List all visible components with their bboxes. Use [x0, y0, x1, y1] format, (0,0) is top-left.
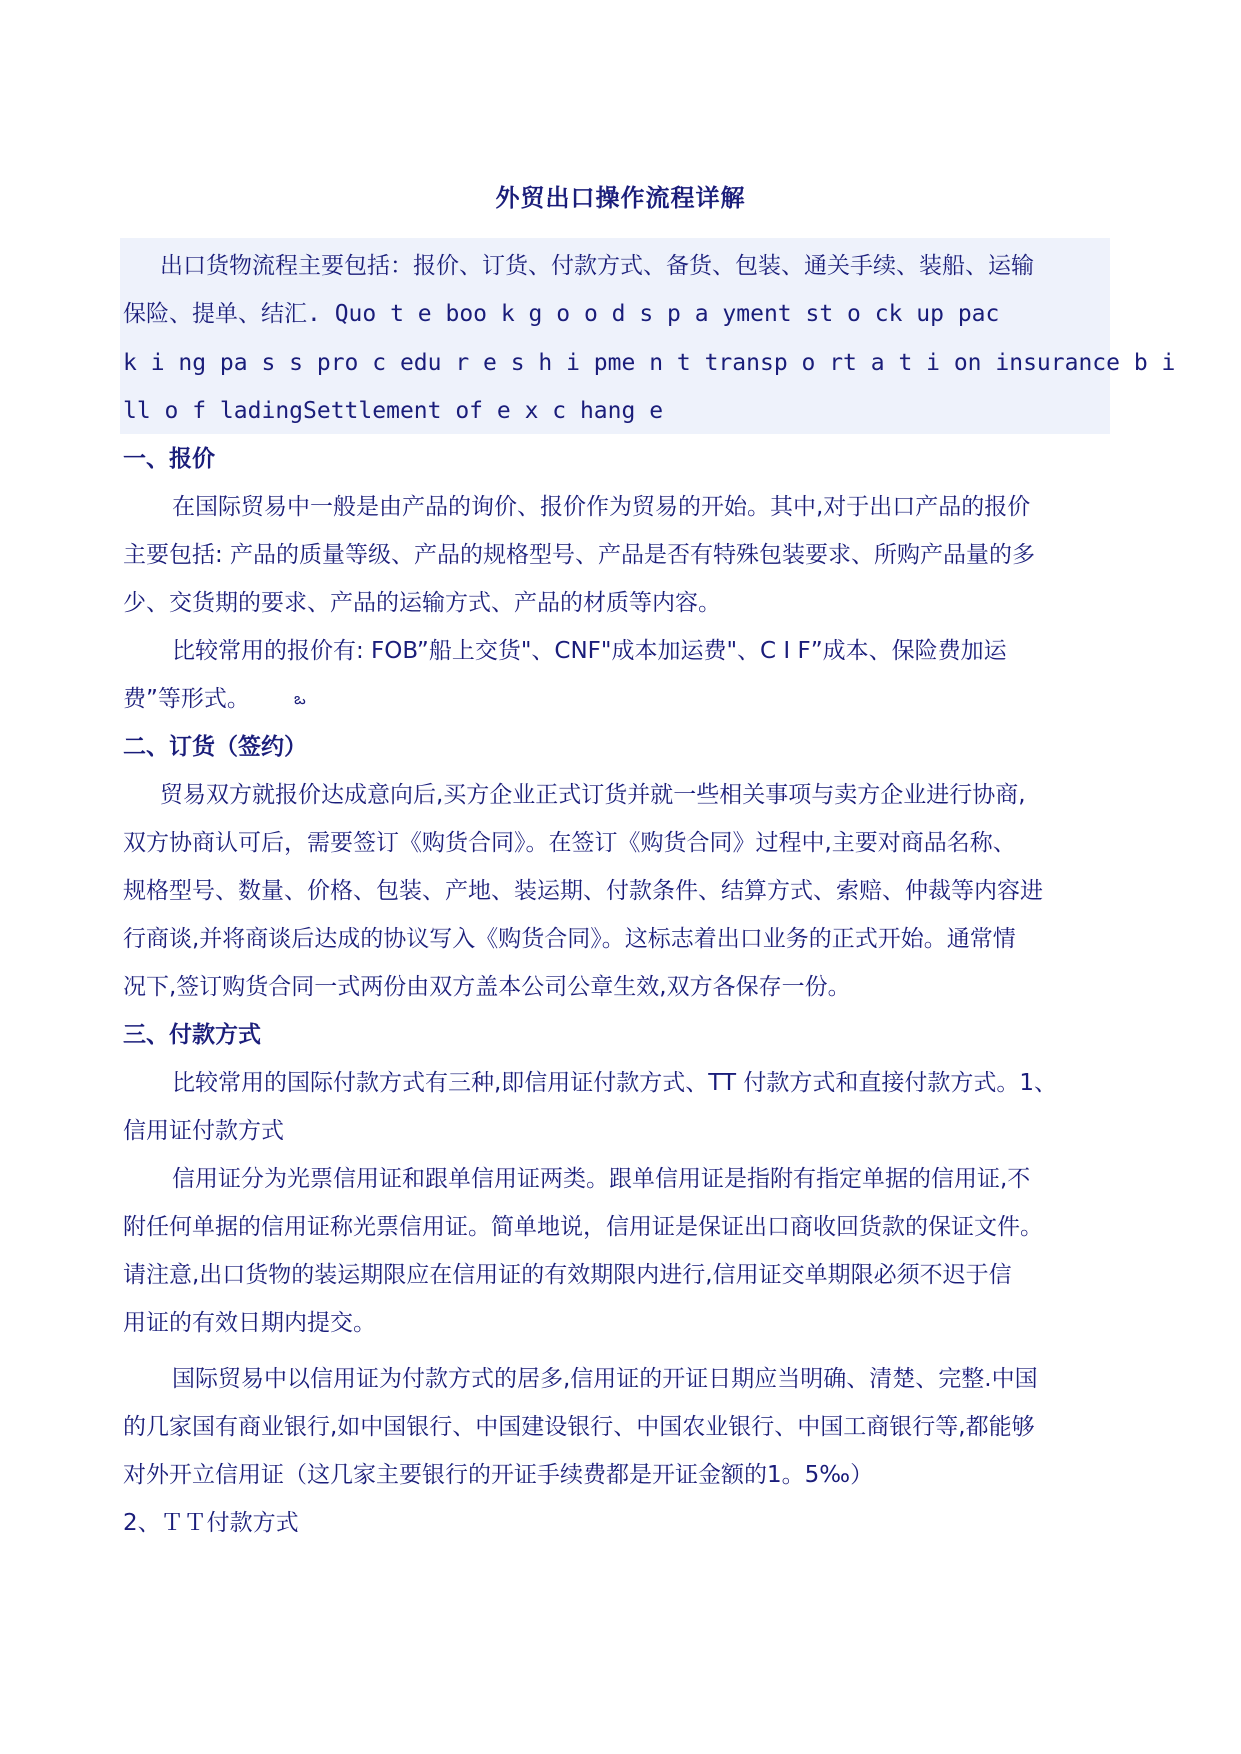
- section-3-text: 对外开立信用证（这几家主要银行的开证手续费都是开证金额的1。5‰）: [123, 1462, 874, 1488]
- paragraph-mark-icon: ఒ: [294, 689, 306, 708]
- section-3-text: 的几家国有商业银行,如中国银行、中国建设银行、中国农业银行、中国工商银行等,都能够: [123, 1414, 1035, 1440]
- section-1-text: 少、交货期的要求、产品的运输方式、产品的材质等内容。: [123, 590, 721, 616]
- section-1-text: 费”等形式。: [123, 686, 250, 712]
- intro-line-2: 保险、提单、结汇. Quo t e boo k g o o d s p a yment st o ck up pac: [123, 301, 1000, 327]
- section-3-heading: 三、付款方式: [123, 1022, 261, 1048]
- section-3-item-2: 2、ＴＴ付款方式: [123, 1510, 299, 1536]
- section-3-text: 国际贸易中以信用证为付款方式的居多,信用证的开证日期应当明确、清楚、完整.中国: [172, 1366, 1038, 1392]
- intro-line-4: ll o f ladingSettlement of e x c hang e: [123, 398, 664, 424]
- document-title: 外贸出口操作流程详解: [495, 184, 746, 212]
- section-2-text: 况下,签订购货合同一式两份由双方盖本公司公章生效,双方各保存一份。: [123, 974, 851, 1000]
- intro-line-3: k i ng pa s s pro c edu r e s h i pme n t transp o rt a t i on insurance b i: [123, 350, 1176, 376]
- section-2-text: 规格型号、数量、价格、包装、产地、装运期、付款条件、结算方式、索赔、仲裁等内容进: [123, 878, 1043, 904]
- section-2-text: 行商谈,并将商谈后达成的协议写入《购货合同》。这标志着出口业务的正式开始。通常情: [123, 926, 1016, 952]
- section-1-text: 主要包括: 产品的质量等级、产品的规格型号、产品是否有特殊包装要求、所购产品量的多: [123, 542, 1036, 568]
- section-1-heading: 一、报价: [123, 446, 215, 472]
- section-1-text: 在国际贸易中一般是由产品的询价、报价作为贸易的开始。其中,对于出口产品的报价: [172, 494, 1031, 520]
- section-3-text: 信用证分为光票信用证和跟单信用证两类。跟单信用证是指附有指定单据的信用证,不: [172, 1166, 1031, 1192]
- section-3-text: 信用证付款方式: [123, 1118, 284, 1144]
- section-3-text: 请注意,出口货物的装运期限应在信用证的有效期限内进行,信用证交单期限必须不迟于信: [123, 1262, 1012, 1288]
- section-2-heading: 二、订货（签约）: [123, 734, 307, 760]
- section-3-text: 比较常用的国际付款方式有三种,即信用证付款方式、TT 付款方式和直接付款方式。1、: [172, 1070, 1057, 1096]
- section-2-text: 双方协商认可后，需要签订《购货合同》。在签订《购货合同》过程中,主要对商品名称、: [123, 830, 1016, 856]
- intro-line-1: 出口货物流程主要包括：报价、订货、付款方式、备货、包装、通关手续、装船、运输: [160, 253, 1034, 279]
- section-3-text: 附任何单据的信用证称光票信用证。简单地说，信用证是保证出口商收回货款的保证文件。: [123, 1214, 1043, 1240]
- section-3-text: 用证的有效日期内提交。: [123, 1310, 376, 1336]
- section-1-text: 比较常用的报价有: FOB”船上交货"、CNF"成本加运费"、C I F”成本、保险费加运: [172, 638, 1007, 664]
- section-2-text: 贸易双方就报价达成意向后,买方企业正式订货并就一些相关事项与卖方企业进行协商,: [160, 782, 1026, 808]
